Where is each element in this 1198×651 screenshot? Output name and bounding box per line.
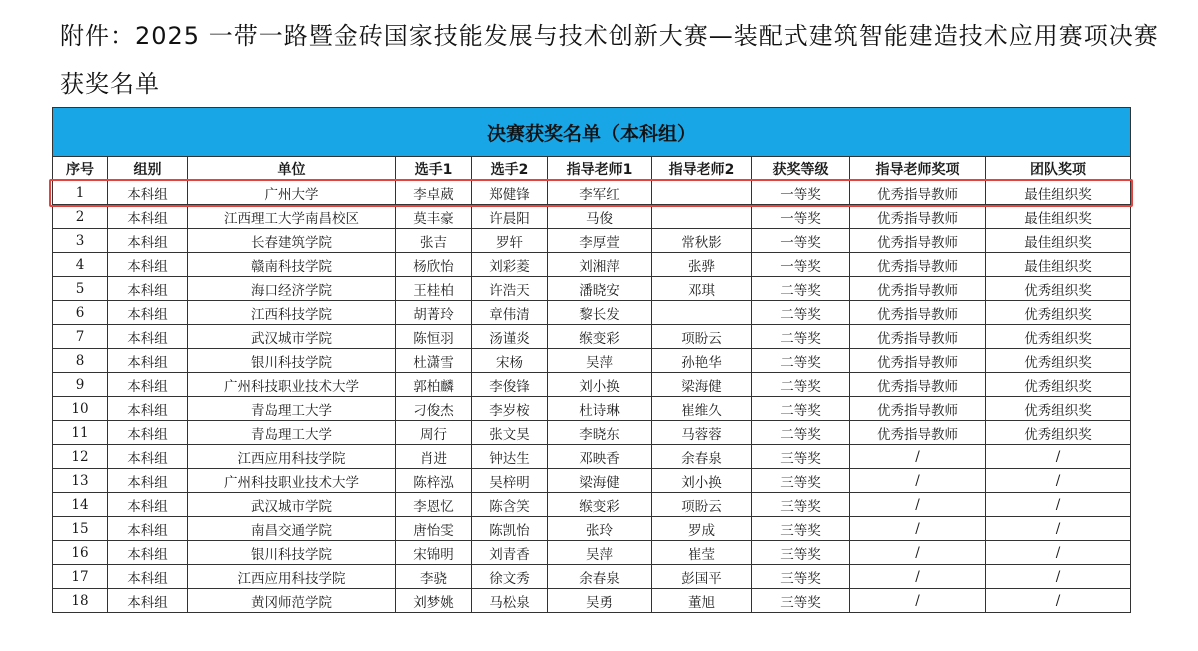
table-row [53, 469, 1131, 493]
cell-award-level: 三等奖 [752, 445, 850, 469]
cell-advisor1: 李晓东 [548, 421, 652, 445]
cell-group: 本科组 [108, 469, 188, 493]
cell-team-award: 最佳组织奖 [986, 205, 1131, 229]
cell-unit: 青岛理工大学 [188, 397, 396, 421]
cell-team-award: / [986, 445, 1131, 469]
cell-group: 本科组 [108, 229, 188, 253]
cell-unit: 黄冈师范学院 [188, 589, 396, 613]
cell-player1: 刁俊杰 [396, 397, 472, 421]
table-row [53, 325, 1131, 349]
cell-player2: 章伟清 [472, 301, 548, 325]
cell-index: 13 [53, 469, 108, 493]
cell-advisor-award: 优秀指导教师 [850, 181, 986, 205]
cell-team-award: 优秀组织奖 [986, 301, 1131, 325]
cell-advisor-award: / [850, 493, 986, 517]
cell-team-award: 最佳组织奖 [986, 181, 1131, 205]
cell-advisor-award: / [850, 469, 986, 493]
cell-team-award: / [986, 565, 1131, 589]
cell-advisor1: 邓映香 [548, 445, 652, 469]
cell-advisor2 [652, 181, 752, 205]
cell-group: 本科组 [108, 181, 188, 205]
cell-team-award: / [986, 493, 1131, 517]
cell-unit: 银川科技学院 [188, 541, 396, 565]
table-row [53, 445, 1131, 469]
cell-index: 11 [53, 421, 108, 445]
cell-advisor2: 董旭 [652, 589, 752, 613]
cell-group: 本科组 [108, 349, 188, 373]
cell-group: 本科组 [108, 517, 188, 541]
cell-advisor1: 吴萍 [548, 541, 652, 565]
col-header-player1: 选手1 [396, 157, 472, 181]
cell-advisor-award: 优秀指导教师 [850, 253, 986, 277]
cell-unit: 江西科技学院 [188, 301, 396, 325]
cell-advisor-award: 优秀指导教师 [850, 421, 986, 445]
cell-player1: 郭柏麟 [396, 373, 472, 397]
table-row [53, 493, 1131, 517]
cell-player2: 陈凯怡 [472, 517, 548, 541]
cell-advisor1: 吴勇 [548, 589, 652, 613]
cell-group: 本科组 [108, 205, 188, 229]
col-header-advisor2: 指导老师2 [652, 157, 752, 181]
cell-advisor1: 李厚萱 [548, 229, 652, 253]
table-row [53, 373, 1131, 397]
cell-player1: 陈恒羽 [396, 325, 472, 349]
cell-player1: 张吉 [396, 229, 472, 253]
table-row [53, 229, 1131, 253]
col-header-unit: 单位 [188, 157, 396, 181]
cell-player1: 李恩忆 [396, 493, 472, 517]
table-header-row [53, 157, 1131, 181]
cell-advisor-award: 优秀指导教师 [850, 277, 986, 301]
cell-player2: 张文昊 [472, 421, 548, 445]
cell-index: 10 [53, 397, 108, 421]
cell-award-level: 三等奖 [752, 493, 850, 517]
table-row [53, 253, 1131, 277]
cell-player2: 钟达生 [472, 445, 548, 469]
heading-line-2: 获奖名单 [60, 70, 160, 98]
col-header-team-award: 团队奖项 [986, 157, 1131, 181]
cell-advisor1: 刘小换 [548, 373, 652, 397]
cell-player2: 马松泉 [472, 589, 548, 613]
cell-advisor2: 梁海健 [652, 373, 752, 397]
table-row [53, 397, 1131, 421]
cell-advisor-award: 优秀指导教师 [850, 229, 986, 253]
cell-award-level: 一等奖 [752, 205, 850, 229]
cell-unit: 武汉城市学院 [188, 493, 396, 517]
cell-award-level: 三等奖 [752, 541, 850, 565]
cell-index: 5 [53, 277, 108, 301]
table-body [53, 181, 1131, 613]
cell-index: 3 [53, 229, 108, 253]
cell-index: 7 [53, 325, 108, 349]
cell-player1: 肖进 [396, 445, 472, 469]
cell-team-award: 最佳组织奖 [986, 229, 1131, 253]
cell-index: 4 [53, 253, 108, 277]
cell-advisor2: 项盼云 [652, 493, 752, 517]
cell-player2: 徐文秀 [472, 565, 548, 589]
cell-advisor-award: 优秀指导教师 [850, 373, 986, 397]
cell-team-award: 优秀组织奖 [986, 277, 1131, 301]
cell-player1: 宋锦明 [396, 541, 472, 565]
cell-award-level: 二等奖 [752, 325, 850, 349]
cell-player1: 陈梓泓 [396, 469, 472, 493]
table-row [53, 565, 1131, 589]
cell-player2: 宋杨 [472, 349, 548, 373]
cell-index: 6 [53, 301, 108, 325]
cell-award-level: 一等奖 [752, 181, 850, 205]
cell-team-award: 优秀组织奖 [986, 325, 1131, 349]
cell-group: 本科组 [108, 397, 188, 421]
cell-unit: 广州科技职业技术大学 [188, 373, 396, 397]
cell-advisor2: 崔莹 [652, 541, 752, 565]
cell-unit: 江西应用科技学院 [188, 565, 396, 589]
cell-group: 本科组 [108, 253, 188, 277]
cell-group: 本科组 [108, 445, 188, 469]
cell-team-award: / [986, 541, 1131, 565]
col-header-group: 组别 [108, 157, 188, 181]
table-row [53, 301, 1131, 325]
cell-group: 本科组 [108, 421, 188, 445]
table-row [53, 517, 1131, 541]
cell-player2: 陈含笑 [472, 493, 548, 517]
cell-award-level: 三等奖 [752, 589, 850, 613]
table-row [53, 541, 1131, 565]
cell-advisor2: 余春泉 [652, 445, 752, 469]
award-table-container [52, 107, 1130, 613]
cell-advisor1: 黎长发 [548, 301, 652, 325]
col-header-advisor-award: 指导老师奖项 [850, 157, 986, 181]
cell-award-level: 一等奖 [752, 229, 850, 253]
cell-advisor2 [652, 205, 752, 229]
table-title: 决赛获奖名单（本科组） [53, 108, 1131, 157]
cell-player2: 许晨阳 [472, 205, 548, 229]
cell-advisor-award: / [850, 541, 986, 565]
cell-advisor2: 孙艳华 [652, 349, 752, 373]
col-header-player2: 选手2 [472, 157, 548, 181]
cell-index: 16 [53, 541, 108, 565]
cell-advisor1: 吴萍 [548, 349, 652, 373]
cell-award-level: 二等奖 [752, 301, 850, 325]
cell-team-award: 最佳组织奖 [986, 253, 1131, 277]
cell-advisor1: 余春泉 [548, 565, 652, 589]
cell-advisor1: 张玲 [548, 517, 652, 541]
cell-player1: 李卓葳 [396, 181, 472, 205]
cell-player1: 王桂柏 [396, 277, 472, 301]
cell-advisor-award: / [850, 565, 986, 589]
cell-player2: 刘青香 [472, 541, 548, 565]
cell-index: 14 [53, 493, 108, 517]
cell-advisor-award: / [850, 445, 986, 469]
cell-advisor-award: 优秀指导教师 [850, 397, 986, 421]
cell-advisor1: 杜诗琳 [548, 397, 652, 421]
cell-unit: 赣南科技学院 [188, 253, 396, 277]
cell-advisor2: 罗成 [652, 517, 752, 541]
cell-unit: 广州大学 [188, 181, 396, 205]
table-row [53, 421, 1131, 445]
cell-team-award: / [986, 589, 1131, 613]
cell-player2: 汤谨炎 [472, 325, 548, 349]
cell-group: 本科组 [108, 589, 188, 613]
cell-advisor-award: / [850, 589, 986, 613]
cell-advisor2: 马蓉蓉 [652, 421, 752, 445]
cell-award-level: 三等奖 [752, 517, 850, 541]
cell-group: 本科组 [108, 373, 188, 397]
cell-award-level: 二等奖 [752, 349, 850, 373]
heading-line-1: 附件：2025 一带一路暨金砖国家技能发展与技术创新大赛—装配式建筑智能建造技术应用赛项决赛 [60, 22, 1159, 50]
cell-unit: 青岛理工大学 [188, 421, 396, 445]
cell-unit: 江西理工大学南昌校区 [188, 205, 396, 229]
cell-unit: 银川科技学院 [188, 349, 396, 373]
cell-index: 9 [53, 373, 108, 397]
cell-advisor2: 彭国平 [652, 565, 752, 589]
cell-player1: 杨欣怡 [396, 253, 472, 277]
cell-player1: 李骁 [396, 565, 472, 589]
cell-group: 本科组 [108, 325, 188, 349]
cell-index: 8 [53, 349, 108, 373]
cell-team-award: 优秀组织奖 [986, 397, 1131, 421]
cell-advisor-award: 优秀指导教师 [850, 205, 986, 229]
cell-advisor2: 项盼云 [652, 325, 752, 349]
cell-index: 17 [53, 565, 108, 589]
cell-player2: 郑健锋 [472, 181, 548, 205]
cell-unit: 南昌交通学院 [188, 517, 396, 541]
cell-team-award: 优秀组织奖 [986, 373, 1131, 397]
cell-team-award: 优秀组织奖 [986, 349, 1131, 373]
cell-player2: 刘彩菱 [472, 253, 548, 277]
cell-player2: 许浩天 [472, 277, 548, 301]
cell-team-award: / [986, 517, 1131, 541]
cell-unit: 海口经济学院 [188, 277, 396, 301]
cell-player1: 杜潇雪 [396, 349, 472, 373]
cell-advisor-award: 优秀指导教师 [850, 301, 986, 325]
cell-team-award: / [986, 469, 1131, 493]
table-row [53, 589, 1131, 613]
cell-award-level: 二等奖 [752, 397, 850, 421]
cell-group: 本科组 [108, 301, 188, 325]
table-row [53, 205, 1131, 229]
cell-index: 2 [53, 205, 108, 229]
cell-player1: 周行 [396, 421, 472, 445]
cell-unit: 武汉城市学院 [188, 325, 396, 349]
cell-advisor2: 刘小换 [652, 469, 752, 493]
cell-advisor1: 李军红 [548, 181, 652, 205]
col-header-advisor1: 指导老师1 [548, 157, 652, 181]
cell-team-award: 优秀组织奖 [986, 421, 1131, 445]
cell-advisor2: 张骅 [652, 253, 752, 277]
cell-advisor1: 缑变彩 [548, 325, 652, 349]
document-heading [60, 12, 1170, 108]
cell-advisor-award: / [850, 517, 986, 541]
cell-group: 本科组 [108, 493, 188, 517]
cell-index: 12 [53, 445, 108, 469]
cell-index: 1 [53, 181, 108, 205]
cell-player2: 罗轩 [472, 229, 548, 253]
cell-group: 本科组 [108, 565, 188, 589]
cell-advisor1: 马俊 [548, 205, 652, 229]
cell-advisor2 [652, 301, 752, 325]
cell-advisor1: 刘湘萍 [548, 253, 652, 277]
table-row [53, 277, 1131, 301]
award-table [52, 107, 1131, 613]
cell-player2: 李岁桉 [472, 397, 548, 421]
cell-player2: 吴梓明 [472, 469, 548, 493]
cell-player2: 李俊锋 [472, 373, 548, 397]
cell-unit: 长春建筑学院 [188, 229, 396, 253]
cell-award-level: 三等奖 [752, 565, 850, 589]
cell-award-level: 二等奖 [752, 373, 850, 397]
cell-award-level: 二等奖 [752, 277, 850, 301]
cell-advisor-award: 优秀指导教师 [850, 349, 986, 373]
cell-advisor2: 邓琪 [652, 277, 752, 301]
cell-group: 本科组 [108, 541, 188, 565]
cell-advisor-award: 优秀指导教师 [850, 325, 986, 349]
cell-unit: 广州科技职业技术大学 [188, 469, 396, 493]
table-row [53, 181, 1131, 205]
cell-award-level: 一等奖 [752, 253, 850, 277]
cell-advisor1: 梁海健 [548, 469, 652, 493]
cell-player1: 刘梦姚 [396, 589, 472, 613]
cell-player1: 莫丰豪 [396, 205, 472, 229]
cell-unit: 江西应用科技学院 [188, 445, 396, 469]
cell-advisor2: 常秋影 [652, 229, 752, 253]
cell-player1: 唐怡雯 [396, 517, 472, 541]
cell-group: 本科组 [108, 277, 188, 301]
col-header-award-level: 获奖等级 [752, 157, 850, 181]
col-header-index: 序号 [53, 157, 108, 181]
table-row [53, 349, 1131, 373]
cell-index: 15 [53, 517, 108, 541]
cell-advisor1: 潘晓安 [548, 277, 652, 301]
cell-award-level: 二等奖 [752, 421, 850, 445]
cell-index: 18 [53, 589, 108, 613]
cell-award-level: 三等奖 [752, 469, 850, 493]
cell-advisor1: 缑变彩 [548, 493, 652, 517]
cell-player1: 胡菁玲 [396, 301, 472, 325]
cell-advisor2: 崔维久 [652, 397, 752, 421]
